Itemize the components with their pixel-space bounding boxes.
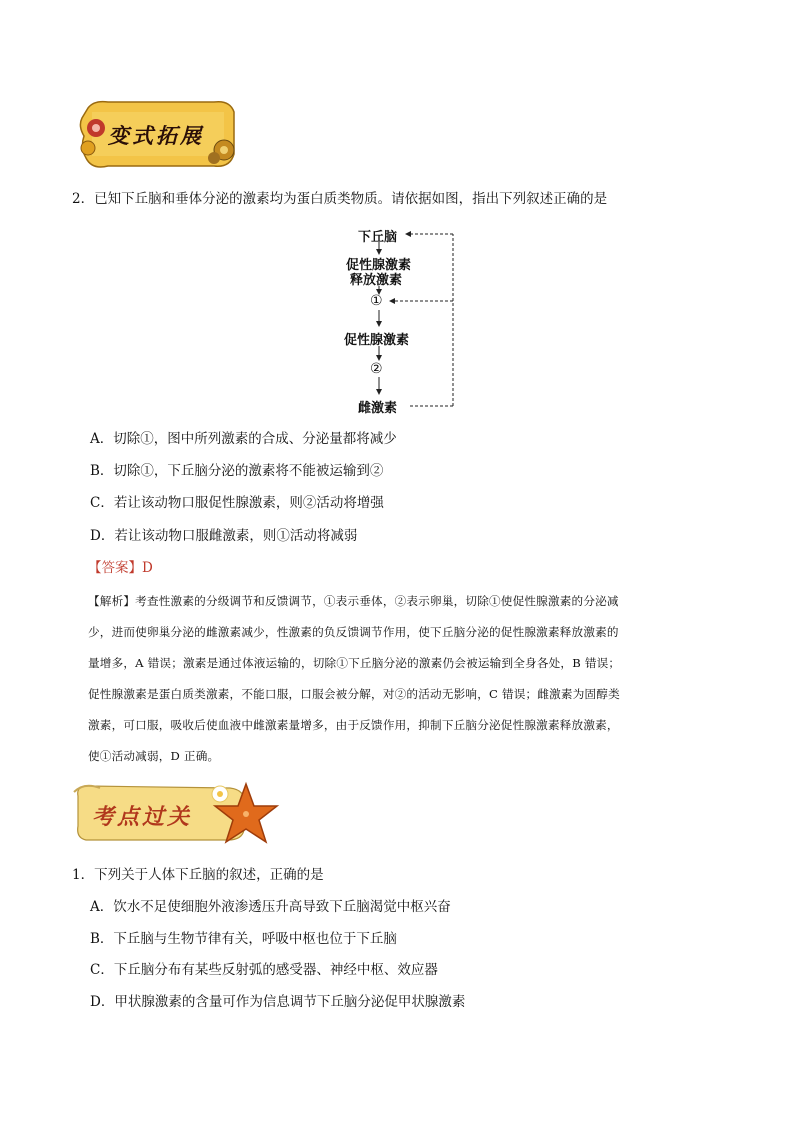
explanation-line: 少，进而使卵巢分泌的雌激素减少，性激素的负反馈调节作用，使下丘脑分泌的促性腺激素释放激素的	[88, 625, 619, 639]
answer-value: D	[142, 560, 153, 576]
question-stem: 2．已知下丘脑和垂体分泌的激素均为蛋白质类物质。请依据如图，指出下列叙述正确的是	[72, 191, 608, 207]
option-d: D．若让该动物口服雌激素，则①活动将减弱	[90, 528, 358, 544]
node-estrogen: 雌激素	[358, 401, 398, 416]
node-hypothalamus: 下丘脑	[358, 230, 398, 245]
question-stem: 1．下列关于人体下丘脑的叙述，正确的是	[72, 867, 324, 883]
answer-label: 【答案】	[88, 560, 142, 576]
option-c: C．下丘脑分布有某些反射弧的感受器、神经中枢、效应器	[90, 962, 438, 978]
option-a: A．饮水不足使细胞外液渗透压升高导致下丘脑渴觉中枢兴奋	[90, 899, 451, 915]
node-gnrh-line1: 促性腺激素	[346, 258, 412, 273]
node-gnrh-line2: 释放激素	[350, 273, 403, 288]
banner-title: 考点过关	[92, 804, 193, 830]
option-b: B．切除①，下丘脑分泌的激素将不能被运输到②	[90, 463, 384, 479]
explanation-line: 使①活动减弱，D 正确。	[88, 749, 220, 763]
node-2: ②	[370, 361, 383, 377]
banner-variant-expansion	[74, 98, 240, 172]
node-1: ①	[370, 293, 383, 309]
explanation-line: 【解析】考查性激素的分级调节和反馈调节，①表示垂体，②表示卵巢，切除①使促性腺激素的分泌减	[88, 594, 619, 608]
option-c: C．若让该动物口服促性腺激素，则②活动将增强	[90, 495, 384, 511]
flow-arrows	[320, 222, 480, 418]
banner-title: 变式拓展	[108, 123, 204, 148]
node-gonadotropin: 促性腺激素	[344, 333, 410, 348]
explanation-line: 量增多，A 错误；激素是通过体液运输的，切除①下丘脑分泌的激素仍会被运输到全身各处，B 错误；	[88, 656, 621, 670]
explanation-line: 激素，可口服，吸收后使血液中雌激素量增多，由于反馈作用，抑制下丘脑分泌促性腺激素释放激素，	[88, 718, 619, 732]
hormone-flow-diagram	[320, 222, 480, 418]
option-b: B．下丘脑与生物节律有关，呼吸中枢也位于下丘脑	[90, 931, 397, 947]
explanation-line: 促性腺激素是蛋白质类激素，不能口服，口服会被分解，对②的活动无影响，C 错误；雌激素为固醇类	[88, 687, 620, 701]
banner-checkpoint	[70, 778, 285, 846]
answer-line	[88, 559, 153, 577]
option-d: D．甲状腺激素的含量可作为信息调节下丘脑分泌促甲状腺激素	[90, 994, 466, 1010]
option-a: A．切除①，图中所列激素的合成、分泌量都将减少	[90, 431, 397, 447]
